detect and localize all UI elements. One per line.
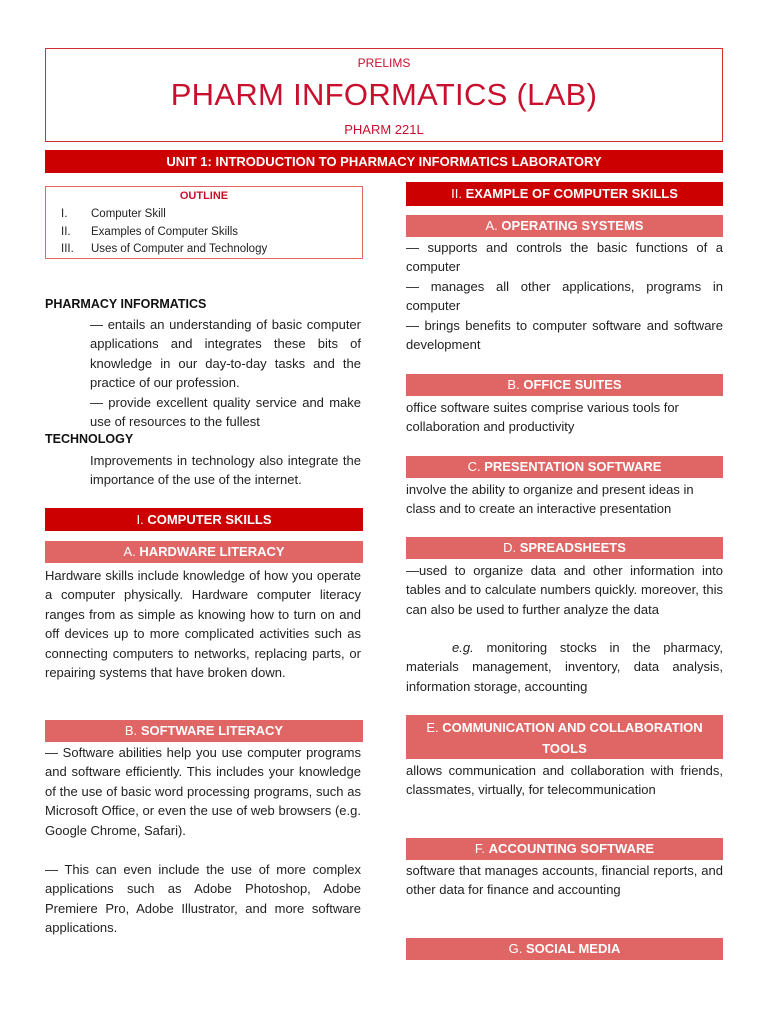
pharmacy-informatics-definition-1: — entails an understanding of basic computer applications and integrates these bits of knowledge in our day-to-day tasks and the practice of our profession. (90, 317, 361, 391)
subsection-letter: B. (507, 377, 520, 392)
section-title: COMPUTER SKILLS (147, 512, 272, 527)
subsection-letter: D. (503, 540, 517, 555)
subsection-letter: E. (426, 720, 439, 735)
section-number: II. (451, 186, 462, 201)
subsection-letter: B. (124, 723, 138, 738)
subsection-letter: A. (485, 218, 498, 233)
subsection-title: COMMUNICATION AND COLLABORATION (442, 720, 703, 735)
subsection-title: OPERATING SYSTEMS (501, 218, 644, 233)
subsection-operating-systems-bar (406, 215, 723, 237)
outline-item-number: II. (61, 226, 71, 238)
subsection-software-literacy-bar (45, 720, 363, 742)
technology-definition: Improvements in technology also integrate the importance of the use of the internet. (90, 453, 361, 488)
subsection-letter: C. (467, 459, 481, 474)
subsection-title: SOFTWARE LITERACY (140, 723, 284, 738)
subsection-title: ACCOUNTING SOFTWARE (488, 841, 655, 856)
operating-systems-point-3: — brings benefits to computer software and software development (406, 318, 723, 353)
section-number: I. (136, 512, 144, 527)
outline-item-number: I. (61, 208, 68, 220)
operating-systems-point-2: — manages all other applications, programs in computer (406, 279, 723, 314)
term-label: PRELIMS (357, 56, 411, 70)
pharmacy-informatics-heading: PHARMACY INFORMATICS (45, 297, 207, 311)
subsection-social-media-bar (406, 938, 723, 960)
outline-item-text: Examples of Computer Skills (91, 226, 238, 238)
subsection-title: HARDWARE LITERACY (139, 544, 285, 559)
course-code: PHARM 221L (344, 122, 424, 137)
example-label: e.g. (452, 640, 474, 655)
technology-heading: TECHNOLOGY (45, 432, 134, 446)
subsection-communication-tools-bar (406, 715, 723, 759)
office-suites-text: office software suites comprise various tools for collaboration and productivity (406, 400, 679, 435)
outline-box (45, 186, 363, 259)
outline-title: OUTLINE (179, 190, 229, 202)
section-example-skills-bar (406, 182, 723, 206)
software-literacy-text-1: — Software abilities help you use computer programs and software efficiently. This includes your knowledge of the use of basic word processing programs, such as Microsoft Office, or even the use of web browsers (e.g. Google Chrome, Safari). (45, 745, 361, 838)
hardware-literacy-text: Hardware skills include knowledge of how you operate a computer physically. Hardware computer literacy ranges from as simple as knowing how to turn on and off devices up to more complicated activities such as connecting computers to networks, replacing parts, or repairing systems that have broken down. (45, 568, 361, 681)
unit-title-bar: UNIT 1: INTRODUCTION TO PHARMACY INFORMATICS LABORATORY (45, 150, 723, 173)
accounting-software-text: software that manages accounts, financial reports, and other data for finance and accounting (406, 863, 723, 898)
subsection-letter: G. (508, 941, 523, 956)
outline-item-text: Computer Skill (91, 208, 166, 220)
subsection-title-continued: TOOLS (542, 741, 587, 756)
operating-systems-point-1: — supports and controls the basic functions of a computer (406, 240, 723, 275)
subsection-accounting-software-bar (406, 838, 723, 860)
section-computer-skills-bar (45, 508, 363, 531)
outline-item-text: Uses of Computer and Technology (91, 243, 268, 255)
pharmacy-informatics-definition-2: — provide excellent quality service and make use of resources to the fullest (90, 395, 361, 430)
subsection-hardware-literacy-bar (45, 541, 363, 563)
subsection-letter: A. (123, 544, 136, 559)
spreadsheets-examples (406, 638, 723, 696)
subsection-spreadsheets-bar (406, 537, 723, 559)
course-title: PHARM INFORMATICS (LAB) (170, 77, 598, 112)
subsection-title: SPREADSHEETS (519, 540, 626, 555)
document-header (45, 48, 723, 142)
presentation-software-text: involve the ability to organize and present ideas in class and to create an interactive presentation (406, 482, 694, 517)
spreadsheets-text: —used to organize data and other information into tables and to calculate numbers quickly. moreover, this can also be used to further analyze the data (406, 563, 723, 617)
section-title: EXAMPLE OF COMPUTER SKILLS (465, 186, 678, 201)
software-literacy-text-2: — This can even include the use of more complex applications such as Adobe Photoshop, Adobe Premiere Pro, Adobe Illustrator, and more software applications. (45, 862, 361, 936)
subsection-presentation-software-bar (406, 456, 723, 478)
subsection-title: SOCIAL MEDIA (525, 941, 621, 956)
subsection-office-suites-bar (406, 374, 723, 396)
example-text: monitoring stocks in the pharmacy, materials management, inventory, data analysis, information storage, accounting (406, 640, 723, 694)
subsection-title: OFFICE SUITES (523, 377, 622, 392)
subsection-letter: F. (474, 841, 486, 856)
subsection-title: PRESENTATION SOFTWARE (484, 459, 662, 474)
communication-tools-text: allows communication and collaboration with friends, classmates, virtually, for telecommunication (406, 763, 723, 798)
outline-item-number: III. (61, 243, 74, 255)
